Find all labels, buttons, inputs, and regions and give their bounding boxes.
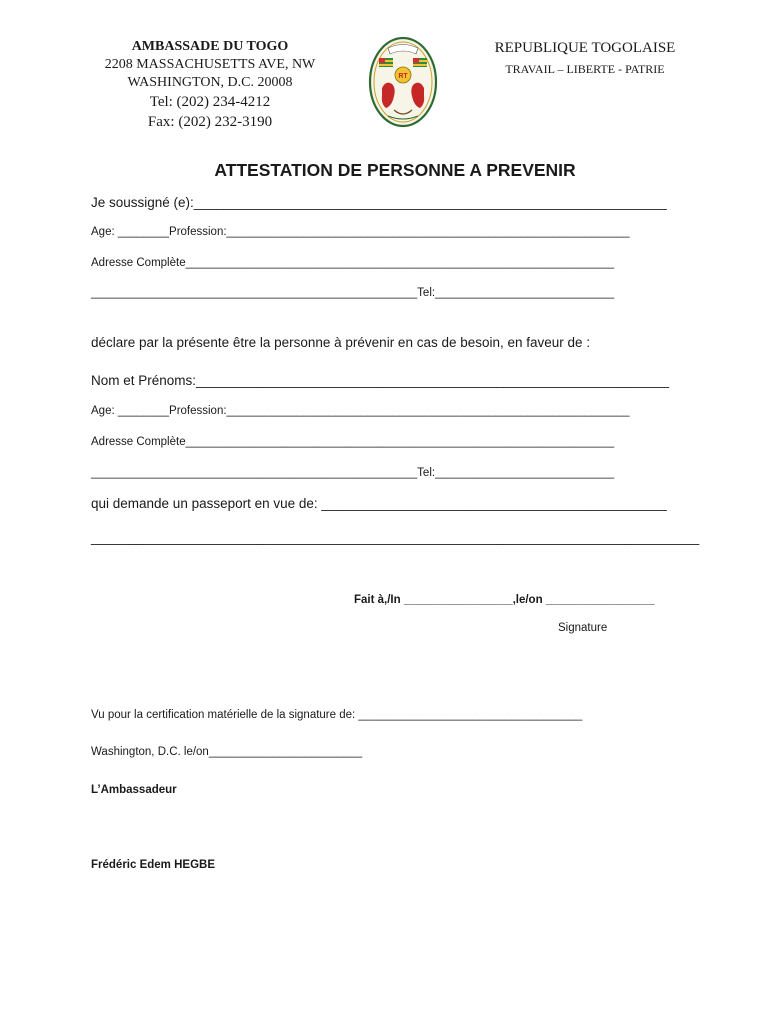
embassy-tel: Tel: (202) 234-4212 xyxy=(149,94,271,110)
embassy-address-line2: WASHINGTON, D.C. 20008 xyxy=(127,75,293,90)
seal-text: RT xyxy=(398,73,408,80)
page-title: ATTESTATION DE PERSONNE A PREVENIR xyxy=(214,160,576,180)
republic-block xyxy=(470,38,700,78)
embassy-name: AMBASSADE DU TOGO xyxy=(131,39,289,54)
tel-field-1[interactable]: ___________________________________________________Tel:____________________________ xyxy=(91,287,615,299)
adresse-field-2[interactable]: Adresse Complète___________________________________________________________________ xyxy=(91,436,615,448)
passport-purpose-continuation[interactable]: _________________________________________________________________________________ xyxy=(91,530,700,545)
embassy-fax: Fax: (202) 232-3190 xyxy=(147,114,273,130)
signature-label: Signature xyxy=(558,622,608,634)
fait-a-le-field[interactable]: Fait à,/In _________________,le/on _________________ xyxy=(354,594,655,606)
passport-purpose-field[interactable]: qui demande un passeport en vue de: ______________________________________________ xyxy=(91,496,667,511)
togo-coat-of-arms-icon xyxy=(368,36,438,128)
soussigne-field[interactable]: Je soussigné (e):_______________________________________________________________ xyxy=(91,195,667,210)
nom-prenoms-field[interactable]: Nom et Prénoms:_______________________________________________________________ xyxy=(91,373,670,388)
ambassadeur-label: L’Ambassadeur xyxy=(91,784,177,796)
certification-field[interactable]: Vu pour la certification matérielle de la signature de: ___________________________________ xyxy=(91,709,583,721)
embassy-address-line1: 2208 MASSACHUSETTS AVE, NW xyxy=(104,57,316,72)
adresse-field-1[interactable]: Adresse Complète___________________________________________________________________ xyxy=(91,257,615,269)
tel-field-2[interactable]: ___________________________________________________Tel:____________________________ xyxy=(91,467,615,479)
declaration-text: déclare par la présente être la personne à prévenir en cas de besoin, en faveur de : xyxy=(91,335,591,350)
washington-date-field[interactable]: Washington, D.C. le/on________________________ xyxy=(91,746,363,758)
age-profession-field-1[interactable]: Age: ________Profession:_______________________________________________________________ xyxy=(91,226,630,238)
embassy-address-block xyxy=(60,38,360,132)
ambassador-name: Frédéric Edem HEGBE xyxy=(91,859,215,871)
national-motto: TRAVAIL – LIBERTE - PATRIE xyxy=(505,62,665,76)
republic-name: REPUBLIQUE TOGOLAISE xyxy=(494,40,676,56)
age-profession-field-2[interactable]: Age: ________Profession:_______________________________________________________________ xyxy=(91,405,630,417)
